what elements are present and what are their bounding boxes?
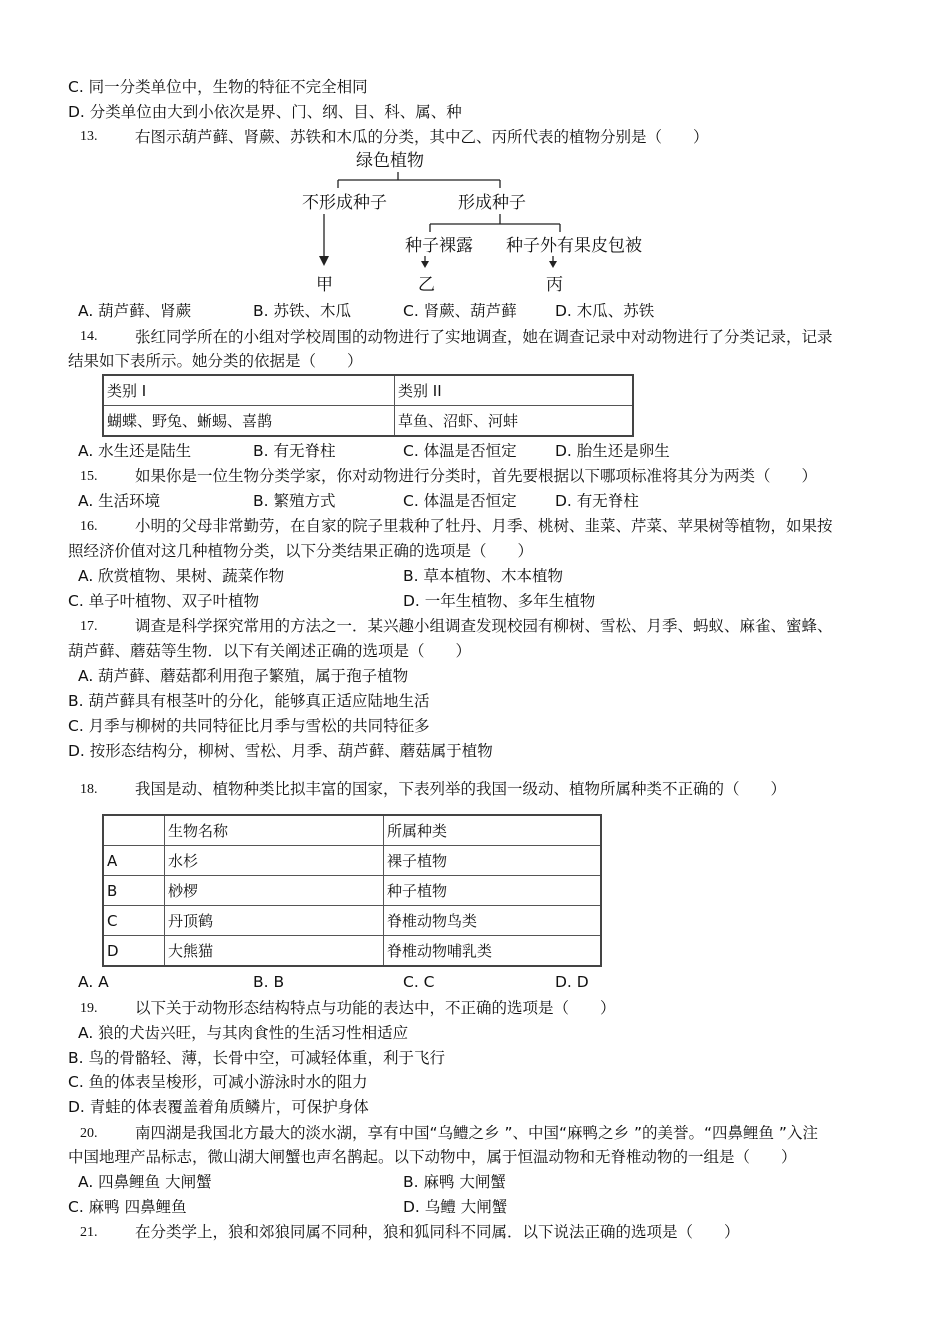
table-row <box>103 876 601 906</box>
table-cell: A <box>103 846 165 876</box>
question-number: 14. <box>80 329 98 344</box>
option-b: B. 苏铁、木瓜 <box>253 302 351 320</box>
table-cell: 水杉 <box>165 846 384 876</box>
table-row <box>103 906 601 936</box>
classification-diagram <box>290 148 670 296</box>
option-d: D. 木瓜、苏铁 <box>555 302 655 320</box>
question-stem: 在分类学上，狼和郊狼同属不同种，狼和狐同科不同属．以下说法正确的选项是（ ） <box>135 1223 740 1241</box>
table-row <box>103 846 601 876</box>
option-a: A. 葫芦藓、肾蕨 <box>78 302 192 320</box>
question-stem: 以下关于动物形态结构特点与功能的表达中，不正确的选项是（ ） <box>135 999 616 1017</box>
option-b: B. 葫芦藓具有根茎叶的分化，能够真正适应陆地生活 <box>68 692 430 710</box>
table-header-cell: 生物名称 <box>165 815 384 846</box>
question-stem: 我国是动、植物种类比拟丰富的国家，下表列举的我国一级动、植物所属种类不正确的（ ） <box>135 780 787 798</box>
table-header-cell <box>103 815 165 846</box>
option-a: A. 葫芦藓、蘑菇都利用孢子繁殖，属于孢子植物 <box>78 667 409 685</box>
question-number: 18. <box>80 782 98 797</box>
question-stem: 如果你是一位生物分类学家，你对动物进行分类时，首先要根据以下哪项标准将其分为两类（ ） <box>135 467 818 485</box>
option-b: B. 麻鸭 大闸蟹 <box>403 1173 506 1191</box>
question-stem: 右图示葫芦藓、肾蕨、苏铁和木瓜的分类，其中乙、丙所代表的植物分别是（ ） <box>135 128 709 146</box>
diagram-left-label: 不形成种子 <box>302 193 387 213</box>
classification-table <box>102 374 634 437</box>
option-a: A. 生活环境 <box>78 492 161 510</box>
option-d: D. 有无脊柱 <box>555 492 639 510</box>
option-b: B. 繁殖方式 <box>253 492 336 510</box>
table-cell: 种子植物 <box>384 876 602 906</box>
option-d: D. D <box>555 973 589 991</box>
table-cell: D <box>103 936 165 967</box>
q12-option-c: C. 同一分类单位中，生物的特征不完全相同 <box>68 78 368 96</box>
option-c: C. 月季与柳树的共同特征比月季与雪松的共同特征多 <box>68 717 430 735</box>
option-d: D. 乌鳢 大闸蟹 <box>403 1198 508 1216</box>
option-d: D. 一年生植物、多年生植物 <box>403 592 596 610</box>
question-stem-line2: 葫芦藓、蘑菇等生物．以下有关阐述正确的选项是（ ） <box>68 642 472 660</box>
question-stem-line1: 小明的父母非常勤劳，在自家的院子里栽种了牡丹、月季、桃树、韭菜、芹菜、苹果树等植物，如果按 <box>135 517 833 535</box>
table-cell: 草鱼、沼虾、河蚌 <box>395 406 634 437</box>
option-c: C. C <box>403 973 435 991</box>
table-header-cell: 类别 II <box>395 375 634 406</box>
option-d: D. 胎生还是卵生 <box>555 442 670 460</box>
diagram-right-label: 形成种子 <box>458 193 526 213</box>
option-b: B. 鸟的骨骼轻、薄，长骨中空，可减轻体重，利于飞行 <box>68 1049 445 1067</box>
table-header-cell: 所属种类 <box>384 815 602 846</box>
table-header-cell: 类别 I <box>103 375 395 406</box>
table-row <box>103 936 601 967</box>
diagram-root-label: 绿色植物 <box>356 151 424 171</box>
option-a: A. A <box>78 973 109 991</box>
question-number: 15. <box>80 469 98 484</box>
question-number: 13. <box>80 129 98 144</box>
option-b: B. B <box>253 973 285 991</box>
option-a: A. 四鼻鲤鱼 大闸蟹 <box>78 1173 212 1191</box>
question-stem-line2: 结果如下表所示。她分类的依据是（ ） <box>68 352 363 370</box>
table-cell: 裸子植物 <box>384 846 602 876</box>
option-c: C. 麻鸭 四鼻鲤鱼 <box>68 1198 187 1216</box>
table-cell: B <box>103 876 165 906</box>
diagram-c-label: 丙 <box>546 275 563 295</box>
option-b: B. 草本植物、木本植物 <box>403 567 563 585</box>
option-d: D. 按形态结构分，柳树、雪松、月季、葫芦藓、蘑菇属于植物 <box>68 742 493 760</box>
option-c: C. 肾蕨、葫芦藓 <box>403 302 517 320</box>
diagram-r1-label: 种子裸露 <box>405 236 473 256</box>
table-cell: 脊椎动物哺乳类 <box>384 936 602 967</box>
option-c: C. 鱼的体表呈梭形，可减小游泳时水的阻力 <box>68 1073 368 1091</box>
table-cell: 桫椤 <box>165 876 384 906</box>
question-stem-line1: 调查是科学探究常用的方法之一．某兴趣小组调查发现校园有柳树、雪松、月季、蚂蚁、麻雀、蜜蜂、 <box>135 617 833 635</box>
diagram-b-label: 乙 <box>418 275 435 295</box>
option-b: B. 有无脊柱 <box>253 442 336 460</box>
option-c: C. 单子叶植物、双子叶植物 <box>68 592 260 610</box>
species-table <box>102 814 602 967</box>
table-cell: 脊椎动物鸟类 <box>384 906 602 936</box>
option-d: D. 青蛙的体表覆盖着角质鳞片，可保护身体 <box>68 1098 369 1116</box>
option-a: A. 欣赏植物、果树、蔬菜作物 <box>78 567 285 585</box>
question-stem-line1: 南四湖是我国北方最大的淡水湖，享有中国“乌鳢之乡 ”、中国“麻鸭之乡 ”的美誉。“四鼻鲤鱼 ”入注 <box>135 1124 818 1142</box>
question-stem-line1: 张红同学所在的小组对学校周围的动物进行了实地调查，她在调查记录中对动物进行了分类记录，记录 <box>135 328 833 346</box>
option-a: A. 狼的犬齿兴旺，与其肉食性的生活习性相适应 <box>78 1024 409 1042</box>
question-stem-line2: 照经济价值对这几种植物分类，以下分类结果正确的选项是（ ） <box>68 542 534 560</box>
q12-option-d: D. 分类单位由大到小依次是界、门、纲、目、科、属、种 <box>68 103 462 121</box>
question-number: 17. <box>80 619 98 634</box>
table-cell: 丹顶鹤 <box>165 906 384 936</box>
option-a: A. 水生还是陆生 <box>78 442 192 460</box>
question-number: 20. <box>80 1126 98 1141</box>
diagram-r2-label: 种子外有果皮包被 <box>506 236 642 256</box>
question-number: 16. <box>80 519 98 534</box>
table-cell: 蝴蝶、野兔、蜥蜴、喜鹊 <box>103 406 395 437</box>
option-c: C. 体温是否恒定 <box>403 442 517 460</box>
option-c: C. 体温是否恒定 <box>403 492 517 510</box>
table-cell: 大熊猫 <box>165 936 384 967</box>
question-number: 19. <box>80 1001 98 1016</box>
table-cell: C <box>103 906 165 936</box>
diagram-a-label: 甲 <box>316 275 333 295</box>
question-number: 21. <box>80 1225 98 1240</box>
question-stem-line2: 中国地理产品标志，微山湖大闸蟹也声名鹊起。以下动物中，属于恒温动物和无脊椎动物的一组是（ ） <box>68 1148 797 1166</box>
